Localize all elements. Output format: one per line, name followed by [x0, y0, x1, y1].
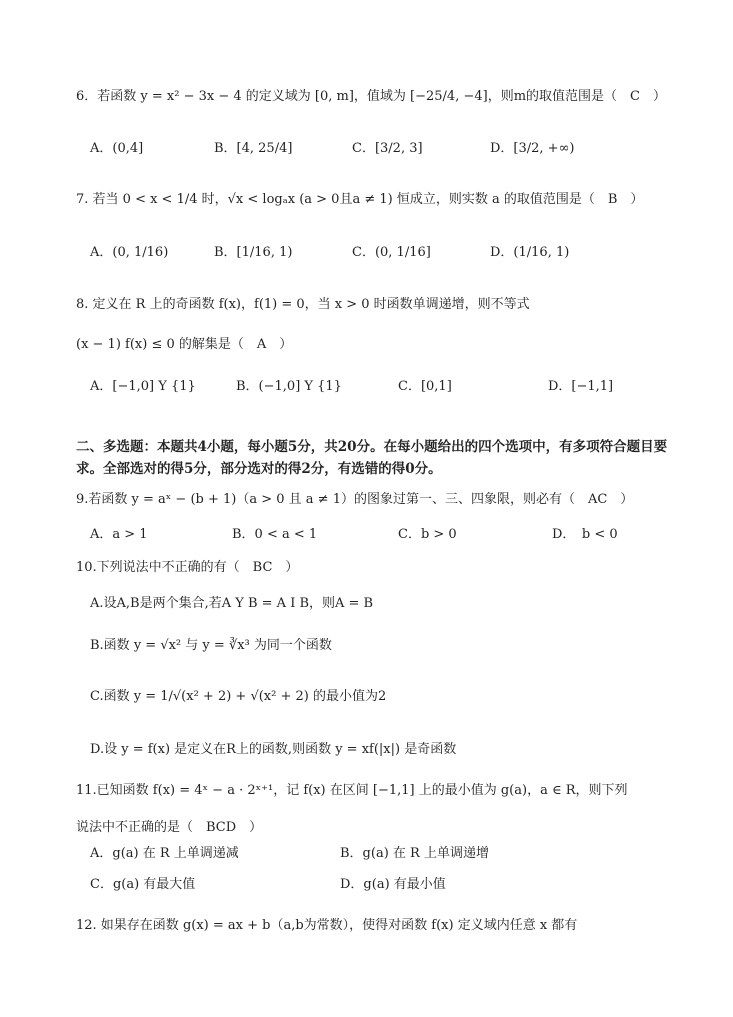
q7-stem: 7. 若当 0 < x < 1/4 时，√x < logₐx (a > 0且a ≠ 1) 恒成立，则实数 a 的取值范围是（ B ）	[76, 192, 644, 207]
q8-option-d: D．[−1,1]	[548, 379, 614, 394]
q6-option-d: D．[3/2, +∞)	[490, 141, 575, 156]
q8-option-c: C．[0,1]	[398, 379, 452, 394]
q7-option-d: D．(1/16, 1)	[490, 245, 570, 260]
q9-stem: 9.若函数 y = aˣ − (b + 1)（a > 0 且 a ≠ 1）的图象过第一、三、四象限，则必有（ AC ）	[76, 492, 634, 507]
q10-stem: 10.下列说法中不正确的有（ BC ）	[76, 560, 299, 575]
q11-option-d: D．g(a) 有最小值	[340, 877, 446, 892]
q11-option-c: C．g(a) 有最大值	[90, 877, 196, 892]
q11-option-a: A．g(a) 在 R 上单调递减	[90, 846, 239, 861]
q6-option-c: C．[3/2, 3]	[352, 141, 423, 156]
q7-option-c: C．(0, 1/16]	[352, 245, 431, 260]
q10-option-a: A.设A,B是两个集合,若A Y B = A I B，则A = B	[90, 596, 374, 611]
q10-option-c: C.函数 y = 1/√(x² + 2) + √(x² + 2) 的最小值为2	[90, 689, 387, 704]
q6-option-a: A．(0,4]	[90, 141, 144, 156]
q7-option-b: B．[1/16, 1)	[214, 245, 293, 260]
q6-option-b: B．[4, 25/4]	[214, 141, 293, 156]
section-heading-multiple-choice: 二、多选题：本题共4小题，每小题5分，共20分。在每小题给出的四个选项中，有多项符合题目要求。全部选对的得5分，部分选对的得2分，有选错的得0分。	[76, 439, 668, 477]
q11-stem-line2: 说法中不正确的是（ BCD ）	[76, 820, 263, 835]
q6-stem: 6．若函数 y = x² − 3x − 4 的定义域为 [0, m]，值域为 [−25/4, −4]，则m的取值范围是（ C ）	[76, 89, 666, 104]
q7-option-a: A．(0, 1/16)	[90, 245, 169, 260]
q8-option-b: B．(−1,0] Y {1}	[236, 379, 342, 394]
q8-option-a: A．[−1,0] Y {1}	[90, 379, 196, 394]
q8-stem-line1: 8. 定义在 R 上的奇函数 f(x)，f(1) = 0，当 x > 0 时函数单调递增，则不等式	[76, 297, 530, 312]
q9-option-b: B．0 < a < 1	[232, 527, 318, 542]
q11-option-b: B．g(a) 在 R 上单调递增	[340, 846, 489, 861]
q10-option-b: B.函数 y = √x² 与 y = ∛x³ 为同一个函数	[90, 638, 332, 653]
q9-option-a: A．a > 1	[90, 527, 148, 542]
q10-option-d: D.设 y = f(x) 是定义在R上的函数,则函数 y = xf(|x|) 是奇函数	[90, 742, 457, 757]
q11-stem-line1: 11.已知函数 f(x) = 4ˣ − a · 2ˣ⁺¹，记 f(x) 在区间 [−1,1] 上的最小值为 g(a)，a ∈ R，则下列	[76, 783, 628, 798]
q9-option-d: D． b < 0	[552, 527, 618, 542]
q8-stem-line2: (x − 1) f(x) ≤ 0 的解集是（ A ）	[76, 337, 293, 352]
q12-stem: 12. 如果存在函数 g(x) = ax + b（a,b为常数），使得对函数 f(x) 定义域内任意 x 都有	[76, 918, 578, 933]
q9-option-c: C．b > 0	[398, 527, 457, 542]
